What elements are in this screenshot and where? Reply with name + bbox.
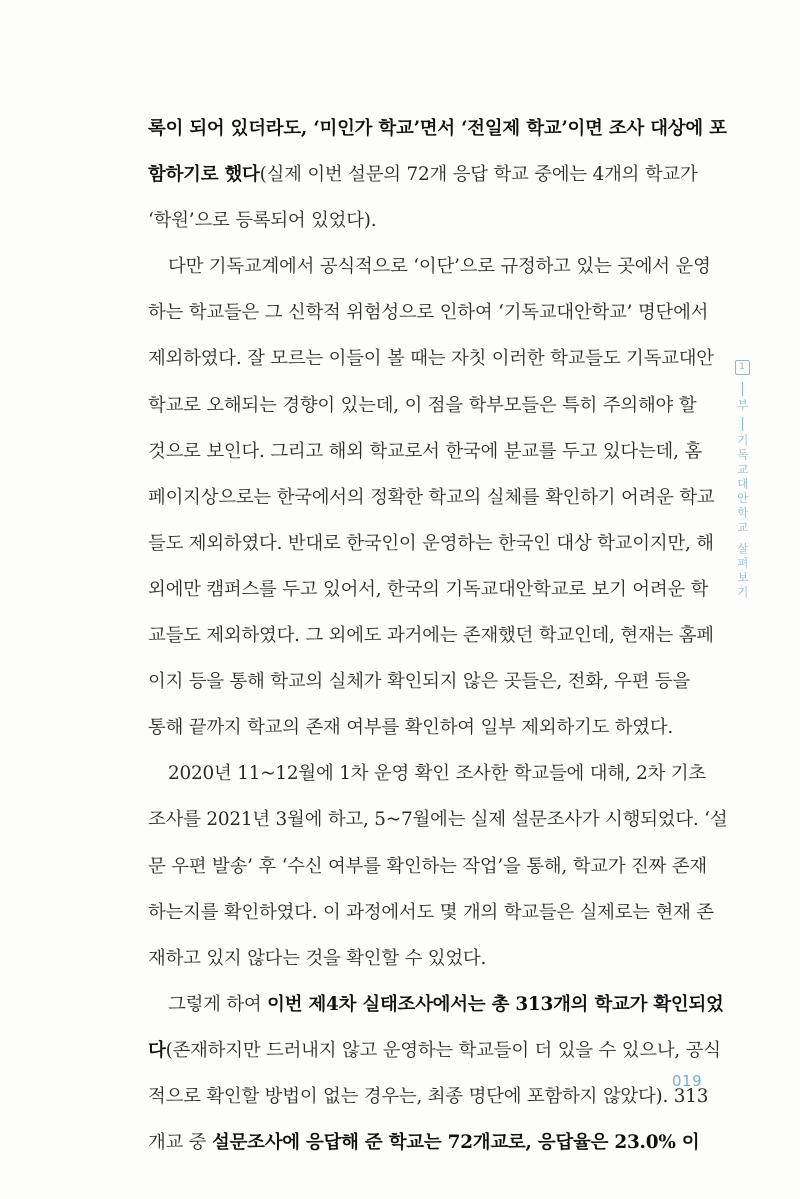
text-line-8: 것으로 보인다. 그리고 해외 학교로서 한국에 분교를 두고 있다는데, 홈 <box>148 440 702 462</box>
text-line-17: 문 우편 발송’ 후 ‘수신 여부를 확인하는 작업’을 통해, 학교가 진짜 존재 <box>148 855 707 877</box>
text-line-10: 들도 제외하였다. 반대로 한국인이 운영하는 한국인 대상 학교이지만, 해 <box>148 532 714 554</box>
text-line-14: 통해 끝까지 학교의 존재 여부를 확인하여 일부 제외하기도 하였다. <box>148 717 674 739</box>
text-line-12: 교들도 제외하였다. 그 외에도 과거에는 존재했던 학교인데, 현재는 홈페 <box>148 625 714 647</box>
text-line-21: 다(존재하지만 드러내지 않고 운영하는 학교들이 더 있을 수 있으나, 공식 <box>148 1039 721 1061</box>
part-label: 부 <box>735 399 750 414</box>
body-text <box>148 106 728 1166</box>
text-line-1 <box>148 106 727 152</box>
divider <box>742 382 743 396</box>
text-line-4: 다만 기독교계에서 공식적으로 ‘이단’으로 규정하고 있는 곳에서 운영 <box>168 256 711 278</box>
bold-phrase: 다 <box>148 1039 166 1061</box>
text-line-18: 하는지를 확인하였다. 이 과정에서도 몇 개의 학교들은 실제로는 현재 존 <box>148 901 714 923</box>
divider <box>742 417 743 431</box>
text-line-3: ‘학원’으로 등록되어 있었다). <box>148 210 377 232</box>
bold-phrase: 설문조사에 응답해 준 학교는 72개교로, 응답율은 23.0% 이 <box>212 1132 700 1154</box>
chapter-side-tab <box>731 360 753 600</box>
text-line-15: 2020년 11~12월에 1차 운영 확인 조사한 학교들에 대해, 2차 기초 <box>168 763 706 785</box>
text-line-13: 이지 등을 통해 학교의 실체가 확인되지 않은 곳들은, 전화, 우편 등을 <box>148 671 691 693</box>
text-line-9: 페이지상으로는 한국에서의 정확한 학교의 실체를 확인하기 어려운 학교 <box>148 486 715 508</box>
text-line-6: 제외하였다. 잘 모르는 이들이 볼 때는 자칫 이러한 학교들도 기독교대안 <box>148 348 714 370</box>
bold-phrase: 록이 되어 있더라도, ‘미인가 학교’면서 ‘전일제 학교’이면 조사 대상에 포 <box>148 118 727 139</box>
bold-phrase: 함하기로 했다 <box>148 164 260 186</box>
text-line-2: 함하기로 했다(실제 이번 설문의 72개 응답 학교 중에는 4개의 학교가 <box>148 164 698 186</box>
text-line-16: 조사를 2021년 3월에 하고, 5~7월에는 실제 설문조사가 시행되었다. ‘설 <box>148 809 728 831</box>
page-number: 019 <box>672 1072 703 1090</box>
text-line-11: 외에만 캠퍼스를 두고 있어서, 한국의 기독교대안학교로 보기 어려운 학 <box>148 578 709 600</box>
chapter-title: 기독교대안학교 살펴보기 <box>735 433 750 600</box>
text-line-19: 재하고 있지 않다는 것을 확인할 수 있었다. <box>148 947 487 969</box>
text-line-7: 학교로 오해되는 경향이 있는데, 이 점을 학부모들은 특히 주의해야 할 <box>148 394 697 416</box>
bold-phrase: 이번 제4차 실태조사에서는 총 313개의 학교가 확인되었 <box>267 993 724 1015</box>
text-line-5: 하는 학교들은 그 신학적 위험성으로 인하여 ‘기독교대안학교’ 명단에서 <box>148 302 709 324</box>
text-line-23: 개교 중 설문조사에 응답해 준 학교는 72개교로, 응답율은 23.0% 이 <box>148 1132 700 1154</box>
part-number-icon: 1 <box>735 360 750 375</box>
text-line-22: 적으로 확인할 방법이 없는 경우는, 최종 명단에 포함하지 않았다). 313 <box>148 1085 709 1107</box>
text-line-20: 그렇게 하여 이번 제4차 실태조사에서는 총 313개의 학교가 확인되었 <box>168 993 724 1015</box>
